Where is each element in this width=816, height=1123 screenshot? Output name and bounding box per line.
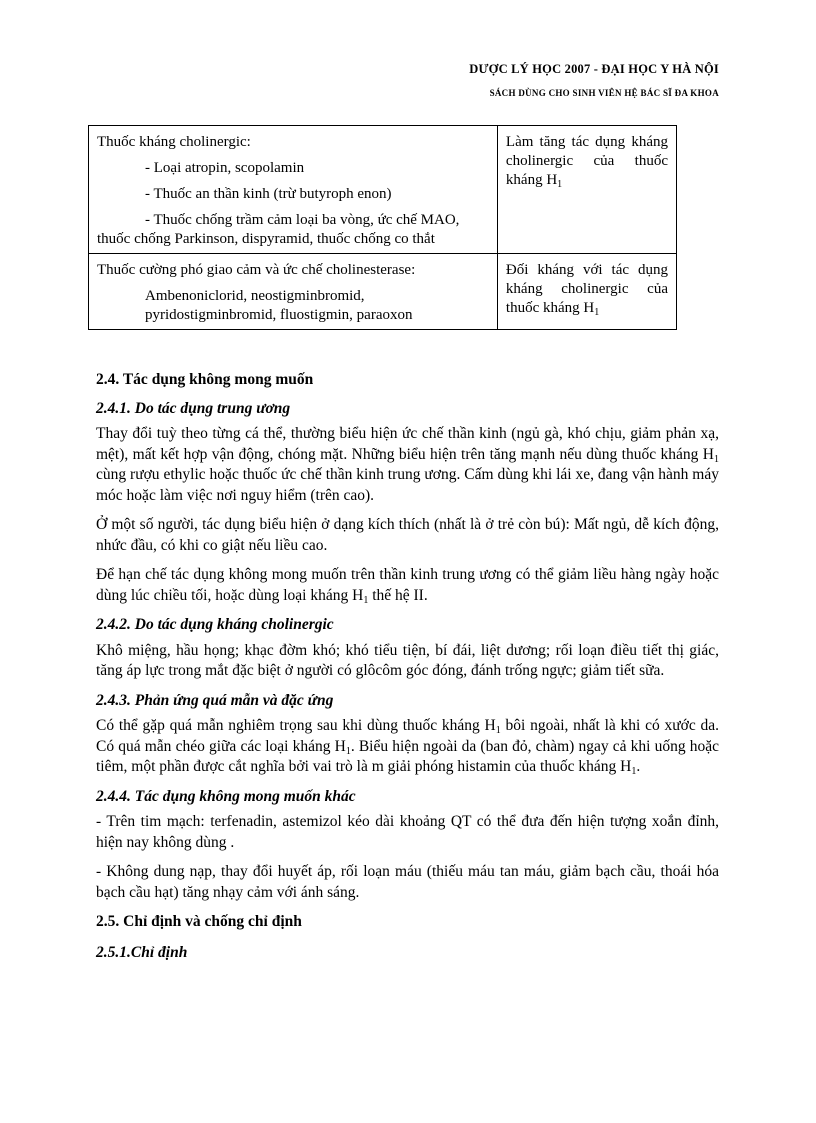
subsection-heading: 2.4.2. Do tác dụng kháng cholinergic — [96, 616, 334, 633]
list-item: - Thuốc chống trầm cảm loại ba vòng, ức chế MAO, thuốc chống Parkinson, dispyramid, thuốc chống co thắt — [97, 212, 460, 247]
list-item: - Thuốc an thần kinh (trừ butyroph enon) — [145, 186, 392, 202]
list-item: - Loại atropin, scopolamin — [145, 160, 305, 176]
table-row — [89, 126, 677, 254]
paragraph: Khô miệng, hầu họng; khạc đờm khó; khó tiểu tiện, bí đái, liệt dương; rối loạn điều tiết thị giác, tăng áp lực trong mắt đặc biệt ở người có glôcôm góc đóng, đánh trống ngực; giảm tiết sữa. — [96, 641, 719, 679]
subscript: 1 — [594, 307, 600, 318]
subsection-heading: 2.4.4. Tác dụng không mong muốn khác — [96, 787, 356, 805]
drug-list: Ambenoniclorid, neostigminbromid, pyridostigminbromid, fluostigmin, paraoxon — [145, 288, 413, 323]
subsection-heading: 2.4.1. Do tác dụng trung ương — [96, 399, 291, 417]
subscript: 1 — [557, 179, 563, 190]
table-cell-effect — [497, 254, 676, 330]
section-heading: 2.4. Tác dụng không mong muốn — [96, 371, 314, 388]
subsection-heading: 2.5.1.Chỉ định — [96, 943, 188, 961]
table-cell-drugs — [89, 254, 498, 330]
paragraph: Thay đổi tuỳ theo từng cá thể, thường biểu hiện ức chế thần kinh (ngủ gà, khó chịu, giảm phản xạ, mệt), mất kết hợp vận động, chóng mặt. Những biểu hiện trên tăng mạnh nếu dùng thuốc kháng $H_1$ cùng rượu ethylic hoặc thuốc ức chế thần kinh trung ương. Cấm dùng khi lái xe, đang vận hành máy móc hoặc làm việc nơi nguy hiểm (trên cao). — [96, 425, 719, 504]
row-title: Thuốc kháng cholinergic: — [97, 134, 251, 150]
row-title: Thuốc cường phó giao cảm và ức chế cholinesterase: — [97, 262, 416, 278]
running-header-title: DƯỢC LÝ HỌC 2007 - ĐẠI HỌC Y HÀ NỘI — [469, 62, 719, 76]
table-row — [89, 254, 677, 330]
table-cell-drugs — [89, 126, 498, 254]
running-header-subtitle: SÁCH DÙNG CHO SINH VIÊN HỆ BÁC SĨ ĐA KHOA — [489, 88, 719, 98]
subsection-heading: 2.4.3. Phản ứng quá mẫn và đặc ứng — [96, 691, 334, 709]
effect-text: Đối kháng với tác dụng kháng cholinergic của thuốc kháng H — [505, 262, 668, 316]
paragraph: - Trên tim mạch: terfenadin, astemizol kéo dài khoảng QT có thể đưa đến hiện tượng xoắn đỉnh, hiện nay không dùng . — [96, 813, 719, 851]
effect-text: Làm tăng tác dụng kháng cholinergic của thuốc kháng H — [505, 134, 668, 188]
paragraph: Để hạn chế tác dụng không mong muốn trên thần kinh trung ương có thể giảm liều hàng ngày hoặc dùng lúc chiều tối, hoặc dùng loại kháng $H_1$ thế hệ II. — [96, 566, 719, 606]
interaction-table — [88, 125, 677, 330]
table-cell-effect — [497, 126, 676, 254]
paragraph: Ở một số người, tác dụng biểu hiện ở dạng kích thích (nhất là ở trẻ còn bú): Mất ngủ, dễ kích động, nhức đầu, có khi co giật nếu liều cao. — [96, 516, 719, 554]
paragraph: Có thể gặp quá mẫn nghiêm trọng sau khi dùng thuốc kháng $H_1$ bôi ngoài, nhất là khi có xước da. Có quá mẫn chéo giữa các loại kháng $H_1$. Biểu hiện ngoài da (ban đỏ, chàm) ngay cả khi uống hoặc tiêm, một phần được cắt nghĩa bởi vai trò là m giải phóng histamin của thuốc kháng $H_1$. — [96, 717, 719, 777]
main-content — [96, 370, 719, 968]
paragraph: - Không dung nạp, thay đổi huyết áp, rối loạn máu (thiếu máu tan máu, giảm bạch cầu, thoái hóa bạch cầu hạt) tăng nhạy cảm với ánh sáng. — [96, 863, 719, 901]
section-heading: 2.5. Chỉ định và chống chỉ định — [96, 913, 302, 930]
